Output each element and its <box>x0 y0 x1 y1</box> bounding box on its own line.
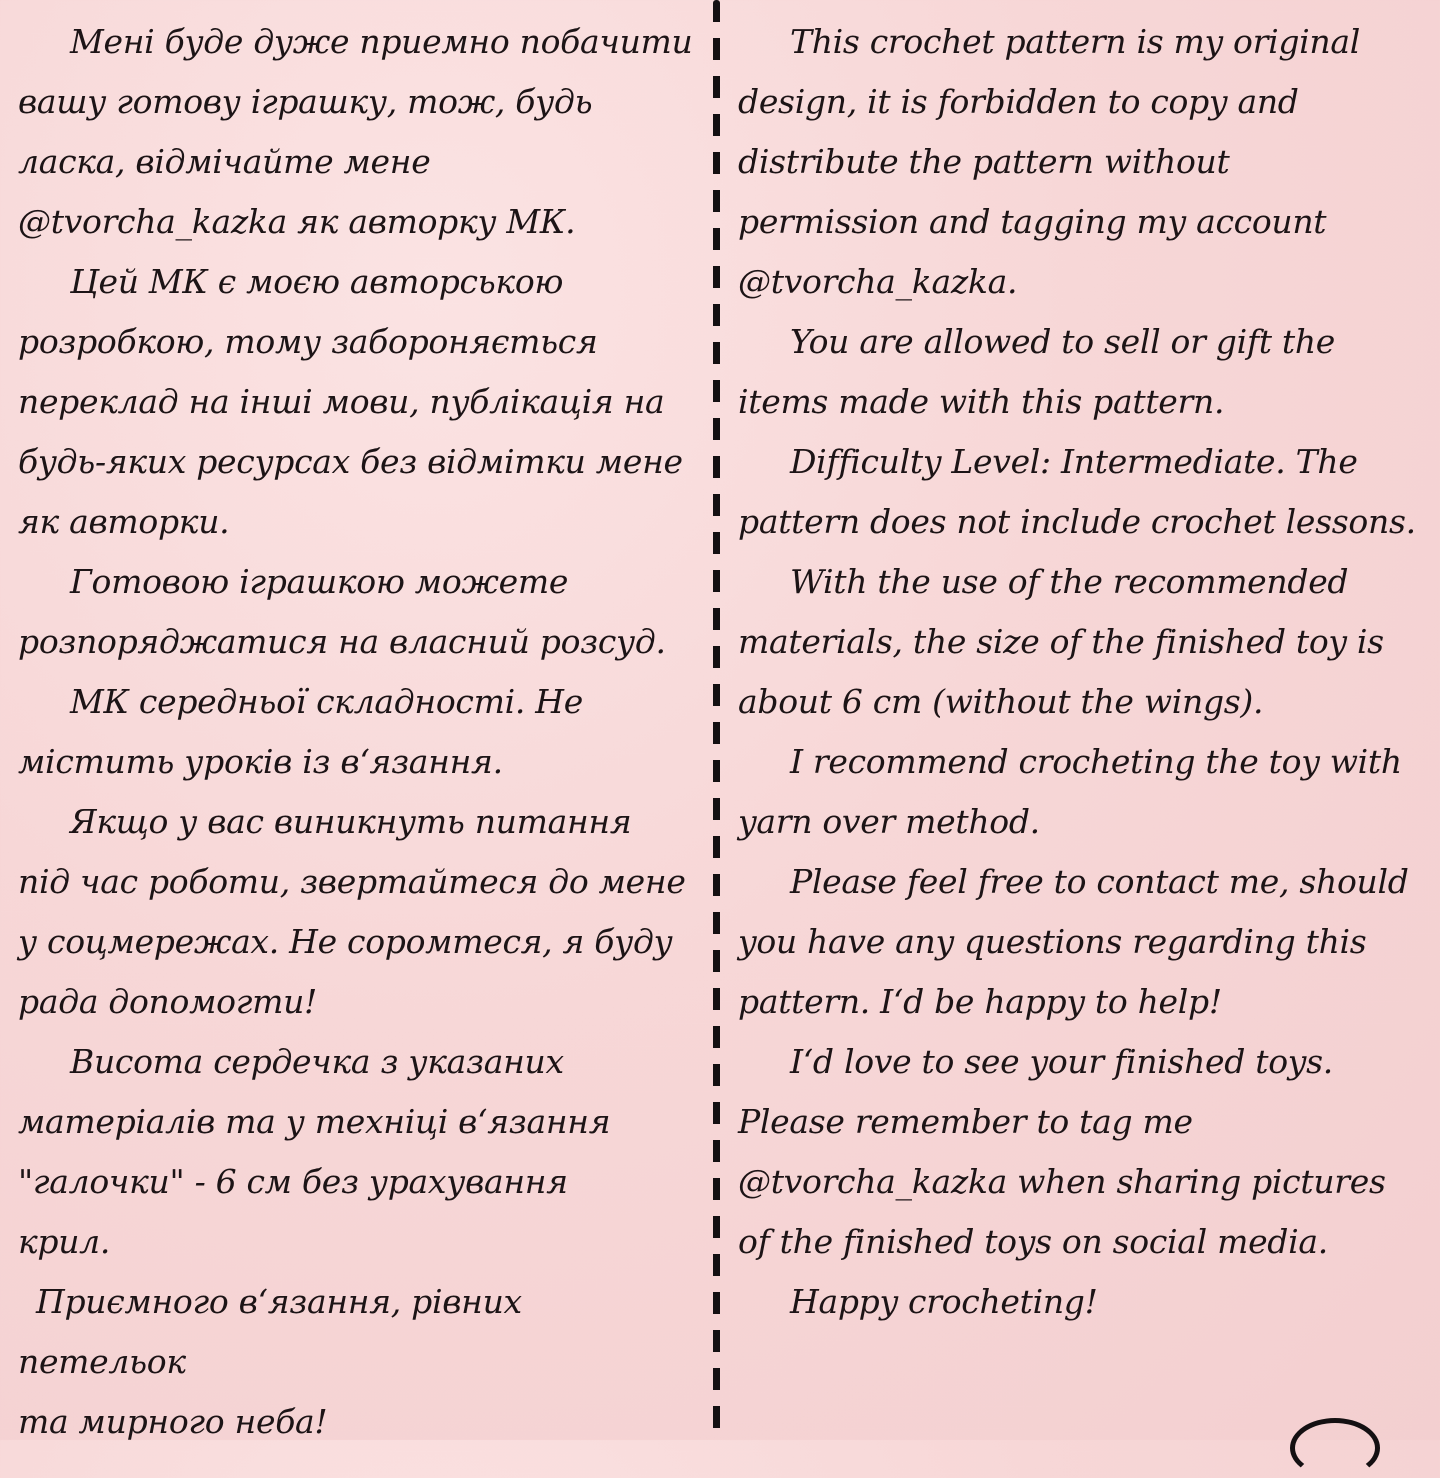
en-paragraph-closing: Happy crocheting! <box>790 1282 1098 1321</box>
en-paragraph-size: With the use of the recommended materials, the size of the finished toy is about 6 cm (without the wings). <box>738 562 1384 721</box>
uk-paragraph-difficulty: МК середньої складності. Не містить уроків із в‘язання. <box>18 682 583 781</box>
en-paragraph-selling: You are allowed to sell or gift the items made with this pattern. <box>738 322 1336 421</box>
uk-paragraph-closing: Приємного в‘язання, рівних петельок та мирного неба! <box>18 1282 522 1441</box>
uk-paragraph-questions: Якщо у вас виникнуть питання під час роботи, звертайтеся до мене у соцмережах. Не соромтеся, я буду рада допомогти! <box>18 802 686 1021</box>
uk-paragraph-tagging: Мені буде дуже приемно побачити вашу готову іграшку, тож, будь ласка, відмічайте мене @tvorcha_kazka як авторку МК. <box>18 22 693 241</box>
dashed-column-divider <box>713 0 720 1440</box>
uk-paragraph-selling: Готовою іграшкою можете розпоряджатися на власний розсуд. <box>18 562 666 661</box>
en-paragraph-copyright: This crochet pattern is my original design, it is forbidden to copy and distribute the pattern without permission and tagging my account @tvorcha_kazka. <box>738 22 1361 301</box>
en-paragraph-method: I recommend crocheting the toy with yarn over method. <box>738 742 1402 841</box>
en-paragraph-questions: Please feel free to contact me, should you have any questions regarding this pattern. I‘d be happy to help! <box>738 862 1409 1021</box>
en-paragraph-difficulty: Difficulty Level: Intermediate. The pattern does not include crochet lessons. <box>738 442 1416 541</box>
uk-paragraph-size: Висота сердечка з указаних матеріалів та у техніці в‘язання "галочки" - 6 см без урахування крил. <box>18 1042 611 1261</box>
english-column <box>738 12 1438 1332</box>
ukrainian-column <box>18 12 698 1452</box>
decorative-corner-arc <box>1290 1418 1380 1478</box>
en-paragraph-tagging: I‘d love to see your finished toys. Please remember to tag me @tvorcha_kazka when sharing pictures of the finished toys on social media. <box>738 1042 1386 1261</box>
uk-paragraph-copyright: Цей МК є моєю авторською розробкою, тому забороняється переклад на інші мови, публікація на будь-яких ресурсах без відмітки мене як авторки. <box>18 262 683 541</box>
